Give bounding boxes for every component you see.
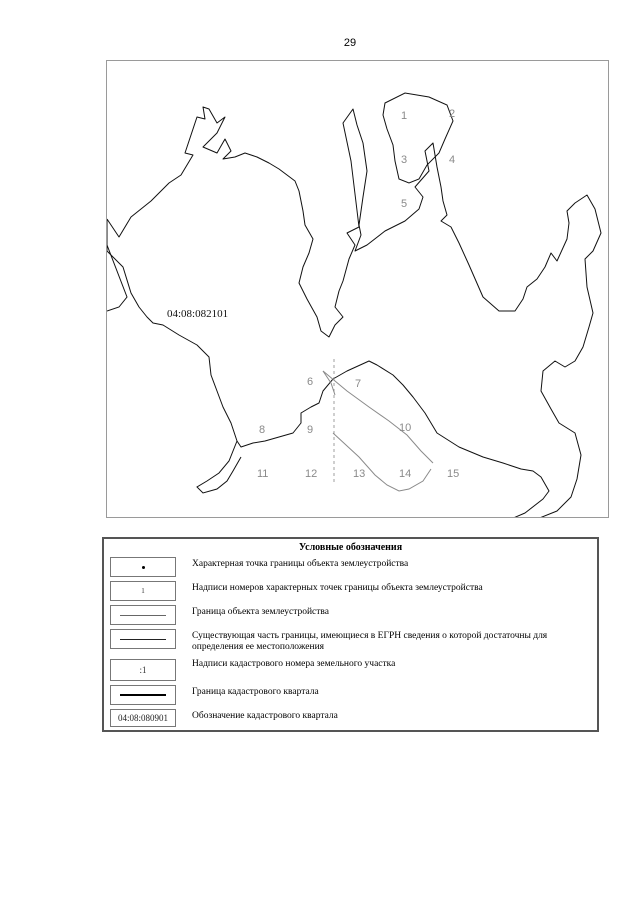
point-label: 1	[401, 110, 408, 122]
legend	[102, 537, 599, 732]
point-label: 12	[305, 468, 318, 480]
point-marker-icon	[142, 566, 145, 569]
point-label: 14	[399, 468, 412, 480]
point-label: 13	[353, 468, 366, 480]
legend-text: Надписи номеров характерных точек границы объекта землеустройства	[192, 583, 483, 593]
island-polygon	[383, 93, 456, 183]
legend-text: Обозначение кадастрового квартала	[192, 711, 338, 721]
legend-text: Граница объекта землеустройства	[192, 607, 329, 617]
point-label: 11	[257, 468, 269, 480]
legend-symbol-point-number	[110, 581, 176, 601]
legend-row-point	[108, 555, 595, 577]
point-label: 4	[449, 154, 456, 166]
legend-text: Надписи кадастрового номера земельного участка	[192, 659, 396, 669]
quarter-label-sample: 04:08:080901	[117, 713, 168, 723]
legend-title: Условные обозначения	[298, 542, 403, 553]
legend-text: Существующая часть границы, имеющиеся в ЕГРН сведения о которой достаточны для определения ее местоположения	[192, 631, 548, 652]
legend-symbol-object-boundary	[110, 605, 176, 625]
legend-symbol-quarter-label	[110, 709, 176, 727]
existing-boundary-line-icon	[120, 639, 166, 640]
page-number: 29	[343, 37, 357, 49]
legend-row-parcel-number	[108, 657, 595, 679]
point-label: 9	[307, 424, 314, 436]
point-number-sample: 1	[141, 587, 145, 595]
point-label: 5	[401, 198, 408, 210]
legend-row-quarter-boundary	[108, 683, 595, 705]
quarter-boundary-line-icon	[120, 694, 166, 696]
object-boundary	[323, 371, 433, 491]
legend-row-object-boundary	[108, 603, 595, 625]
map-canvas	[107, 61, 609, 518]
point-label: 3	[401, 154, 408, 166]
legend-text: Характерная точка границы объекта землеустройства	[192, 559, 409, 569]
legend-symbol-parcel-number	[110, 659, 176, 681]
point-label: 6	[307, 376, 314, 388]
quarter-label: 04:08:082101	[167, 308, 229, 320]
point-label: 8	[259, 424, 266, 436]
cadastral-map	[106, 60, 609, 518]
legend-row-point-number	[108, 579, 595, 601]
legend-text: Граница кадастрового квартала	[192, 687, 319, 697]
legend-symbol-existing-boundary	[110, 629, 176, 649]
point-label: 10	[399, 422, 412, 434]
point-label: 15	[447, 468, 460, 480]
object-boundary-line-icon	[120, 615, 166, 616]
legend-symbol-quarter-boundary	[110, 685, 176, 705]
point-labels	[257, 108, 459, 480]
quarter-boundary-outline	[107, 245, 241, 493]
legend-row-quarter-label	[108, 707, 595, 729]
legend-symbol-point	[110, 557, 176, 577]
point-label: 7	[355, 378, 362, 390]
point-label: 2	[449, 108, 456, 120]
parcel-number-sample: :1	[139, 665, 147, 675]
legend-row-existing-boundary	[108, 627, 595, 653]
